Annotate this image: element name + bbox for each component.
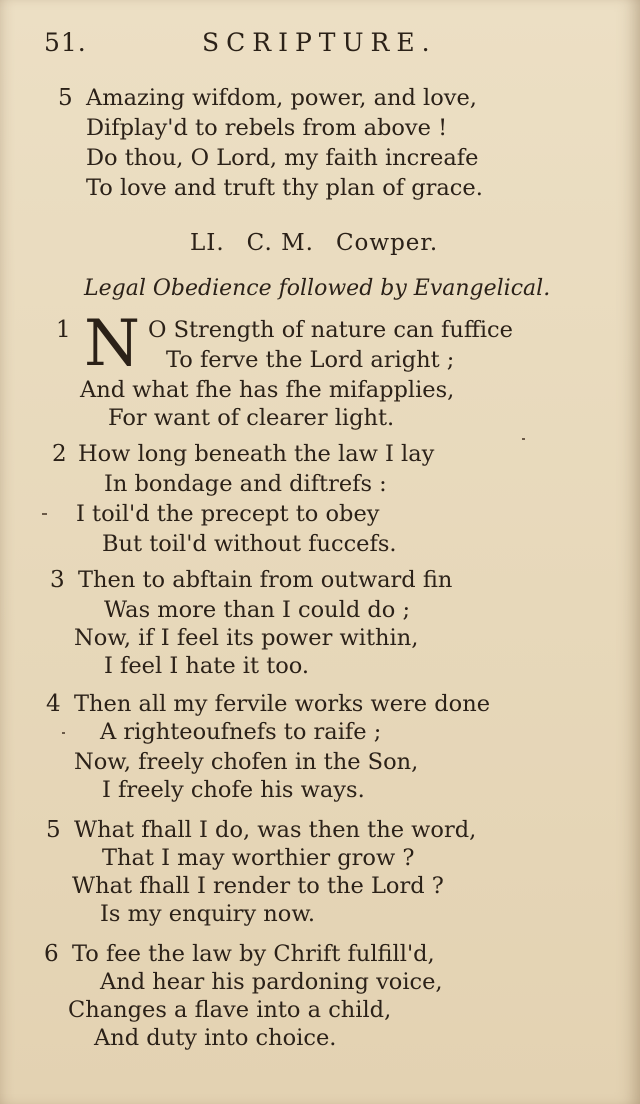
verse-line: And duty into choice. bbox=[94, 1025, 337, 1051]
print-speck bbox=[522, 438, 525, 440]
verse-line: I feel I hate it too. bbox=[104, 653, 310, 679]
hymn-author: Cowper. bbox=[335, 230, 439, 256]
verse-line: For want of clearer light. bbox=[108, 405, 395, 431]
verse-line: But toil'd without fuccefs. bbox=[102, 531, 397, 557]
verse-line: What fhall I render to the Lord ? bbox=[72, 873, 444, 899]
verse-line: O Strength of nature can fuffice bbox=[148, 317, 513, 343]
verse-line: What fhall I do, was then the word, bbox=[74, 817, 477, 843]
hymn-subtitle: Legal Obedience followed by Evangelical. bbox=[84, 276, 551, 301]
verse-line: In bondage and diftrefs : bbox=[104, 471, 387, 497]
verse-line: And what fhe has fhe mifapplies, bbox=[80, 377, 455, 403]
print-speck bbox=[42, 513, 47, 515]
hymn-title bbox=[190, 230, 460, 256]
stanza-number: 5 bbox=[58, 85, 73, 111]
running-head: SCRIPTURE. bbox=[202, 28, 437, 57]
verse-line: That I may worthier grow ? bbox=[102, 845, 415, 871]
verse-line: Amazing wifdom, power, and love, bbox=[86, 85, 477, 111]
verse-line: Is my enquiry now. bbox=[100, 901, 316, 927]
verse-line: Then to abftain from outward fin bbox=[78, 567, 453, 593]
stanza-number: 5 bbox=[46, 817, 61, 843]
page-header bbox=[44, 28, 610, 64]
hymn-meter: C. M. bbox=[246, 230, 314, 256]
verse-line: I toil'd the precept to obey bbox=[76, 501, 380, 527]
verse-line: I freely chofe his ways. bbox=[102, 777, 365, 803]
print-speck bbox=[62, 732, 65, 734]
verse-line: How long beneath the law I lay bbox=[78, 441, 435, 467]
stanza-number: 3 bbox=[50, 567, 65, 593]
verse-line: Do thou, O Lord, my faith increafe bbox=[86, 145, 479, 171]
verse-line: Changes a flave into a child, bbox=[68, 997, 392, 1023]
verse-line: Was more than I could do ; bbox=[104, 597, 411, 623]
verse-line: Now, freely chofen in the Son, bbox=[74, 749, 419, 775]
hymn-number: LI. bbox=[190, 230, 225, 256]
verse-line: Difplay'd to rebels from above ! bbox=[86, 115, 448, 141]
drop-cap: N bbox=[84, 307, 140, 381]
stanza-number: 4 bbox=[46, 691, 61, 717]
stanza-number: 1 bbox=[56, 317, 71, 343]
stanza-number: 6 bbox=[44, 941, 59, 967]
verse-line: Now, if I feel its power within, bbox=[74, 625, 419, 651]
verse-line: To fee the law by Chrift fulfill'd, bbox=[72, 941, 435, 967]
verse-line: And hear his pardoning voice, bbox=[100, 969, 443, 995]
verse-line: Then all my fervile works were done bbox=[74, 691, 491, 717]
verse-line: A righteoufnefs to raife ; bbox=[100, 719, 382, 745]
stanza-number: 2 bbox=[52, 441, 67, 467]
verse-line: To ferve the Lord aright ; bbox=[166, 347, 455, 373]
page-number: 51. bbox=[44, 28, 87, 57]
verse-line: To love and truft thy plan of grace. bbox=[86, 175, 483, 201]
